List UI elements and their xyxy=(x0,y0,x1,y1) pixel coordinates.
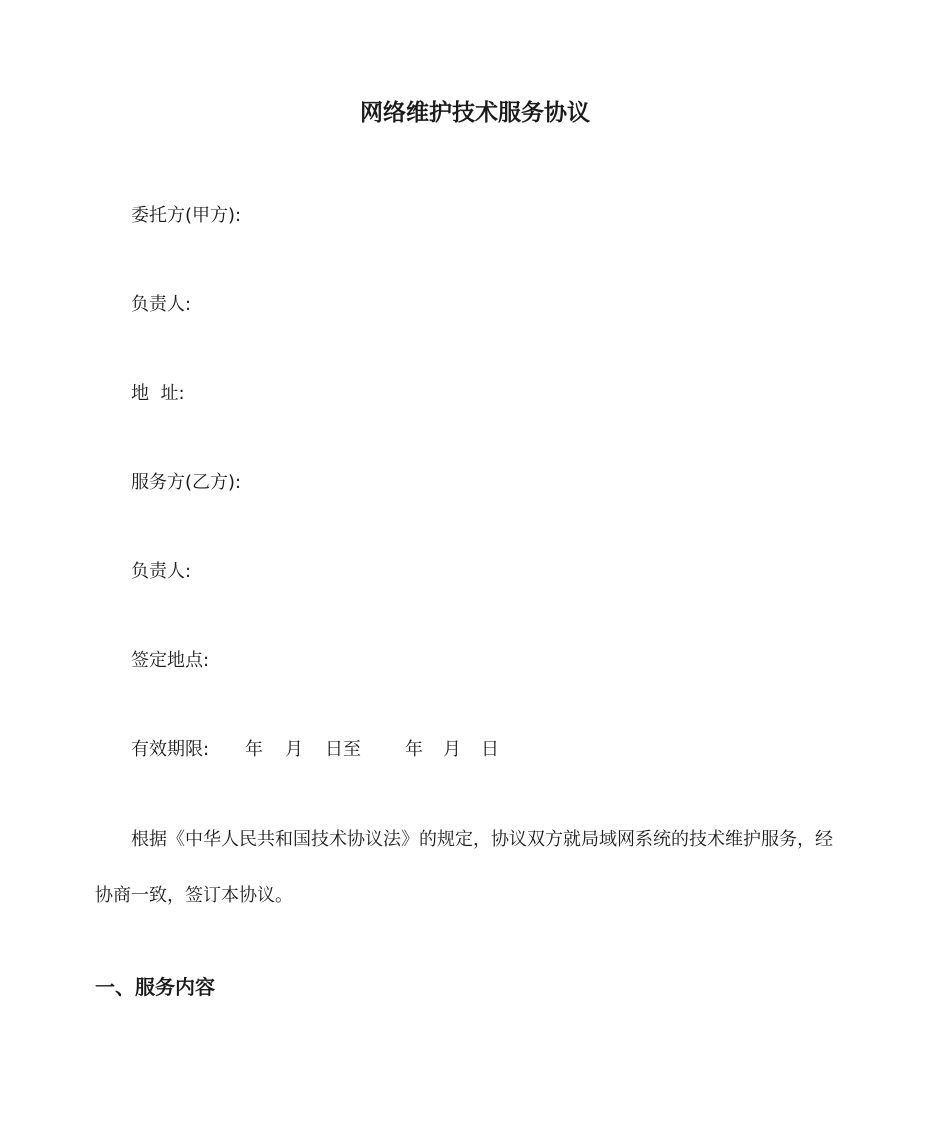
validity-day-2: 日 xyxy=(481,739,499,760)
validity-day-1-to: 日至 xyxy=(325,739,361,760)
provider-owner-field-label: 负责人: xyxy=(131,561,192,582)
address-field-label: 地 址: xyxy=(131,383,185,404)
validity-period-row xyxy=(131,737,499,763)
validity-month-1: 月 xyxy=(285,739,303,760)
client-field-label: 委托方(甲方): xyxy=(131,205,242,226)
section-heading-service-content: 一、服务内容 xyxy=(95,975,215,999)
client-owner-field-label: 负责人: xyxy=(131,294,192,315)
signing-place-field-label: 签定地点: xyxy=(131,650,210,671)
intro-paragraph-line-2: 协商一致，签订本协议。 xyxy=(95,885,293,906)
document-title: 网络维护技术服务协议 xyxy=(360,100,590,126)
provider-field-label: 服务方(乙方): xyxy=(131,472,242,493)
intro-paragraph-line-1: 根据《中华人民共和国技术协议法》的规定，协议双方就局域网系统的技术维护服务，经 xyxy=(131,829,833,850)
validity-year-1: 年 xyxy=(245,739,263,760)
validity-year-2: 年 xyxy=(405,739,423,760)
validity-label: 有效期限: xyxy=(131,739,210,760)
validity-month-2: 月 xyxy=(443,739,461,760)
